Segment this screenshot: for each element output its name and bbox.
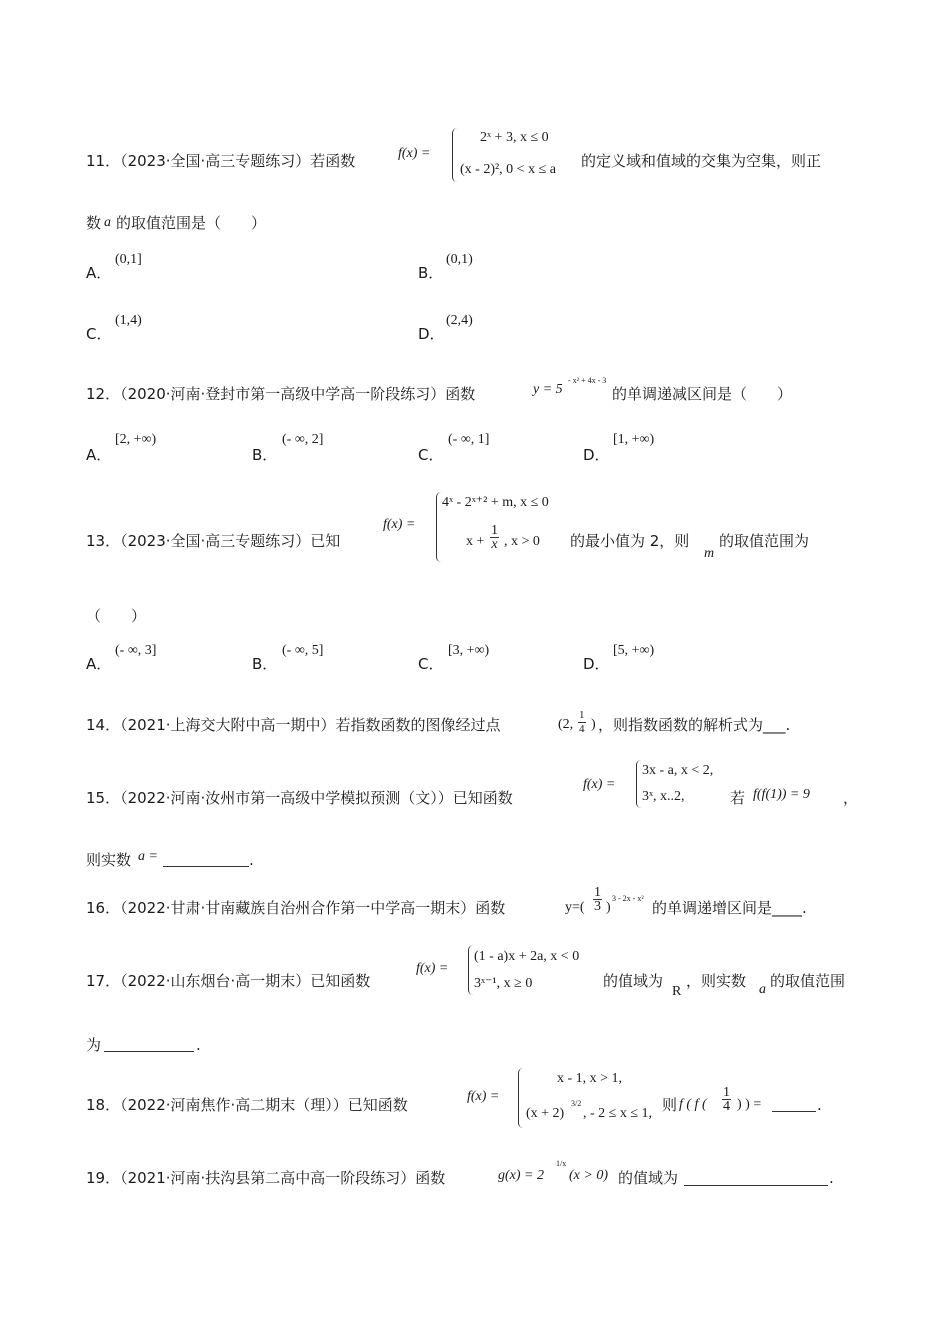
q13-case1: 4ˣ - 2ˣ⁺² + m, x ≤ 0 [442,495,549,510]
q18-case2-post: , - 2 ≤ x ≤ 1, [583,1106,653,1121]
q18-expr-post: ) ) = [737,1097,762,1112]
q17-answer-blank[interactable] [104,1037,194,1052]
q11-line2-suffix: 的取值范围是（ ） [116,214,267,232]
q17-R: R [672,984,682,999]
q13-option-a-label: A． [86,655,112,673]
q11-option-c-label: C． [86,325,112,343]
q12-suffix: 的单调递减区间是（ ） [612,385,793,403]
q16-fraction [593,886,602,913]
q11-f-label: f(x) = [398,146,431,161]
q18-fraction [722,1086,731,1113]
q13-mid: 的最小值为 2，则 [570,532,690,550]
q15-prefix: 15．（2022·河南·汝州市第一高级中学模拟预测（文））已知函数 [86,789,513,807]
q15-answer-blank[interactable] [163,852,249,867]
q17-line2-prefix: 为 [86,1036,102,1054]
q13-option-a: (- ∞, 3] [115,643,157,658]
q13-case2-fraction [490,524,499,551]
q11-option-c: (1,4) [115,313,142,328]
q14-point-post: ) [591,717,596,732]
q11-line2-prefix: 数 [86,214,102,232]
q14-prefix: 14．（2021·上海交大附中高一期中）若指数函数的图像经过点 [86,716,501,734]
q17-case2: 3ˣ⁻¹, x ≥ 0 [474,976,533,991]
q15-line2-prefix: 则实数 [86,851,132,869]
q13-f-label: f(x) = [383,517,416,532]
q11-case2: (x - 2)², 0 < x ≤ a [460,162,556,177]
q12-exponent: - x² + 4x - 3 [568,376,607,385]
q17-mid2: ，则实数 [686,972,747,990]
q17-brace [468,945,473,995]
q12-option-c: (- ∞, 1] [448,432,490,447]
q14-frac-num: 1 [579,709,585,721]
q15-comma: ， [843,789,859,807]
q12-option-a: [2, +∞) [115,432,157,447]
q19-prefix: 19．（2021·河南·扶沟县第二高中高一阶段练习）函数 [86,1169,446,1187]
q18-ze: 则 [662,1096,678,1114]
q14-frac-den: 4 [579,723,585,735]
q16-suffix: 的单调递增区间是____. [652,899,807,917]
q15-var-a: a = [138,849,158,864]
q11-var-a: a [104,215,111,230]
q16-frac-den: 3 [594,899,601,914]
q13-option-b-label: B． [252,655,278,673]
q11-brace [452,128,457,182]
q11-case1: 2ˣ + 3, x ≤ 0 [480,130,549,145]
q12-func: y = 5 [533,382,563,397]
q12-option-a-label: A． [86,446,112,464]
q16-exponent: 3 - 2x - x² [612,894,644,903]
q14-point-pre: (2, [558,717,574,732]
q17-f-label: f(x) = [416,961,449,976]
q13-option-d-label: D． [583,655,610,673]
q11-suffix: 的定义域和值域的交集为空集，则正 [581,152,822,170]
q18-case2-exponent: 3/2 [571,1099,582,1108]
q15-end: . [249,851,254,869]
q12-option-c-label: C． [418,446,444,464]
q13-var-m: m [704,546,715,561]
q15-ruo: 若 [730,789,746,807]
q16-prefix: 16．（2022·甘肃·甘南藏族自治州合作第一中学高一期末）函数 [86,899,506,917]
q11-option-a: (0,1] [115,252,142,267]
q13-brace [436,492,441,562]
q18-answer-blank[interactable] [772,1097,816,1112]
q12-option-b: (- ∞, 2] [282,432,324,447]
q17-suffix: 的取值范围 [770,972,846,990]
q13-prefix: 13．（2023·全国·高三专题练习）已知 [86,532,341,550]
q18-case2-pre: (x + 2) [526,1106,565,1121]
q13-case2-pre: x + [466,534,485,549]
q11-option-a-label: A． [86,264,112,282]
q17-prefix: 17．（2022·山东烟台·高一期末）已知函数 [86,972,371,990]
q16-func-pre: y=( [565,900,585,915]
q13-option-b: (- ∞, 5] [282,643,324,658]
q13-option-c-label: C． [418,655,444,673]
q16-frac-num: 1 [594,885,601,900]
q18-prefix: 18．（2022·河南焦作·高二期末（理））已知函数 [86,1096,408,1114]
q18-brace [518,1068,523,1128]
q17-case1: (1 - a)x + 2a, x < 0 [474,949,580,964]
q19-end: . [829,1169,834,1187]
q17-var-a: a [759,982,766,997]
q13-frac-num: 1 [491,523,498,538]
q11-option-d: (2,4) [446,313,473,328]
q12-option-d: [1, +∞) [613,432,655,447]
q12-option-d-label: D． [583,446,610,464]
q18-expr-pre: f ( f ( [679,1097,707,1112]
q13-option-d: [5, +∞) [613,643,655,658]
q13-suffix: 的取值范围为 [719,532,810,550]
q16-func-post: ) [606,900,611,915]
q13-paren: （ ） [86,607,147,625]
q19-func-pre: g(x) = 2 [498,1168,544,1183]
q12-prefix: 12．（2020·河南·登封市第一高级中学高一阶段练习）函数 [86,385,476,403]
q19-func-post: (x > 0) [569,1168,608,1183]
q11-option-b: (0,1) [446,252,473,267]
q19-suffix: 的值域为 [618,1169,679,1187]
q11-option-b-label: B． [418,264,444,282]
q18-case1: x - 1, x > 1, [557,1071,623,1086]
q12-option-b-label: B． [252,446,278,464]
q14-point-fraction [578,709,586,736]
q14-suffix: ，则指数函数的解析式为___. [598,716,791,734]
q11-option-d-label: D． [418,325,445,343]
q19-answer-blank[interactable] [684,1171,828,1186]
q15-f-label: f(x) = [583,777,616,792]
q18-frac-den: 4 [723,1099,730,1114]
q15-brace [636,760,641,808]
q18-f-label: f(x) = [467,1089,500,1104]
q18-end: . [817,1096,822,1114]
q17-mid: 的值域为 [603,972,664,990]
q13-option-c: [3, +∞) [448,643,490,658]
q15-case1: 3x - a, x < 2, [642,763,714,778]
q15-condition: f(f(1)) = 9 [753,787,810,802]
q15-case2: 3ˣ, x..2, [642,789,685,804]
q17-end: . [196,1036,201,1054]
q19-exponent: 1/x [556,1159,567,1168]
q13-frac-den: x [491,537,498,552]
q11-prefix: 11．（2023·全国·高三专题练习）若函数 [86,152,356,170]
q18-frac-num: 1 [723,1085,730,1100]
q13-case2-post: , x > 0 [504,534,540,549]
